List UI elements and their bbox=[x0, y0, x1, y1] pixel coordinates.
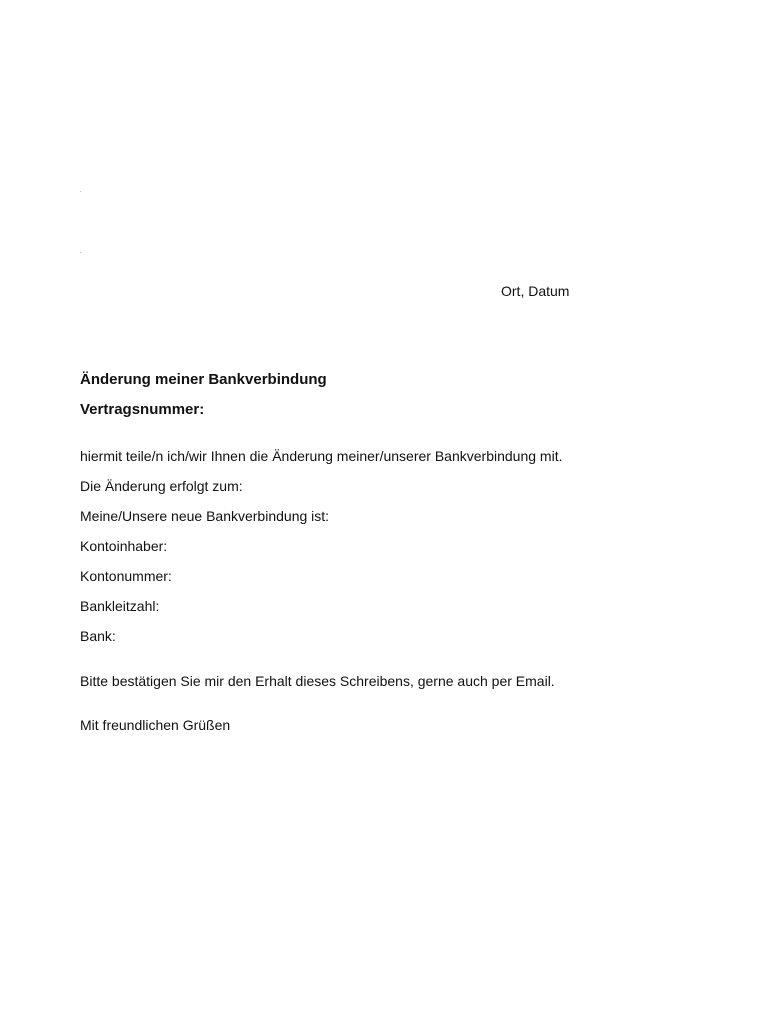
scan-speck bbox=[80, 191, 81, 192]
effective-date-label: Die Änderung erfolgt zum: bbox=[80, 478, 243, 494]
letter-subject: Änderung meiner Bankverbindung bbox=[80, 371, 327, 388]
new-bank-details-intro: Meine/Unsere neue Bankverbindung ist: bbox=[80, 508, 330, 524]
closing-salutation: Mit freundlichen Grüßen bbox=[80, 717, 231, 733]
bank-code-label: Bankleitzahl: bbox=[80, 598, 160, 614]
account-number-label: Kontonummer: bbox=[80, 568, 172, 584]
account-holder-label: Kontoinhaber: bbox=[80, 538, 168, 554]
scan-speck bbox=[80, 252, 81, 253]
bank-name-label: Bank: bbox=[80, 628, 116, 644]
intro-text: hiermit teile/n ich/wir Ihnen die Änderung meiner/unserer Bankverbindung mit. bbox=[80, 448, 563, 464]
place-date-line: Ort, Datum bbox=[501, 283, 570, 299]
confirmation-request: Bitte bestätigen Sie mir den Erhalt dieses Schreibens, gerne auch per Email. bbox=[80, 673, 555, 689]
contract-number-label: Vertragsnummer: bbox=[80, 401, 205, 418]
